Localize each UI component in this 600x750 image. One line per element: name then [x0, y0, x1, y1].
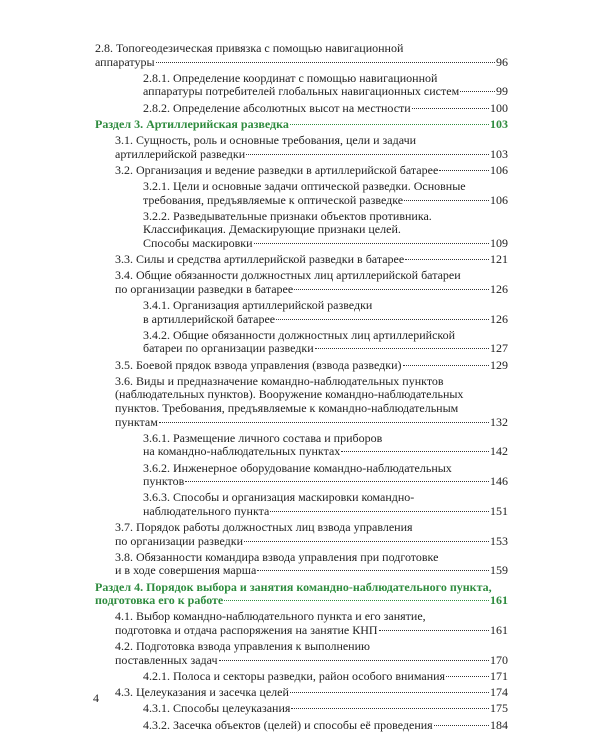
dot-leader: [379, 630, 489, 631]
toc-entry[interactable]: [95, 269, 508, 296]
dot-leader: [404, 200, 489, 201]
toc-entry[interactable]: [95, 359, 508, 373]
toc-entry-text-line: поставленных задач: [115, 653, 218, 667]
toc-page-number: 151: [490, 503, 508, 518]
dot-leader: [224, 600, 489, 601]
toc-entry-last-line: [143, 475, 508, 489]
toc-page-number: 184: [490, 717, 508, 732]
toc-entry-text-line: аппаратуры: [95, 55, 155, 69]
toc-entry-text-line: подготовка и отдача распоряжения на занятие КНП: [115, 624, 378, 638]
toc-entry-last-line: [95, 118, 508, 132]
dot-leader: [291, 708, 489, 709]
dot-leader: [270, 511, 489, 512]
toc-entry-text-line: пунктов. Требования, предъявляемые к командно-наблюдательным: [115, 401, 459, 415]
toc-page-number: 126: [490, 281, 508, 296]
dot-leader: [244, 541, 489, 542]
toc-page-number: 161: [490, 623, 508, 638]
dot-leader: [341, 451, 489, 452]
toc-entry-text-line: по организации разведки в батарее: [115, 282, 294, 296]
toc-page-number: 100: [490, 100, 508, 115]
page-number: 4: [93, 691, 99, 705]
toc-entry-text-line: 3.2. Организация и ведение разведки в артиллерийской батарее: [115, 163, 439, 177]
toc-entry-text-line: 2.8.2. Определение абсолютных высот на местности: [143, 101, 411, 115]
toc-entry-last-line: [115, 164, 508, 178]
toc-entry[interactable]: [95, 375, 508, 429]
toc-entry-text-line: 3.1. Сущность, роль и основные требования, цели и задачи: [115, 133, 417, 147]
toc-entry-last-line: [143, 102, 508, 116]
toc-entry-text-line: 3.4.2. Общие обязанности должностных лиц артиллерийской: [143, 328, 456, 342]
toc-page-number: 159: [490, 563, 508, 578]
toc-entry[interactable]: [95, 134, 508, 161]
toc-page-number: 132: [490, 414, 508, 429]
toc-entry-text-line: 3.6.2. Инженерное оборудование командно-наблюдательных: [143, 461, 452, 475]
toc-entry-text-line: 3.8. Обязанности командира взвода управления при подготовке: [115, 550, 439, 564]
toc-entry-text-line: 3.5. Боевой прядок взвода управления (взвода разведки): [115, 358, 402, 372]
toc-entry-last-line: [115, 624, 508, 638]
toc-entry-text-line: 4.3.2. Засечка объектов (целей) и способы её проведения: [143, 718, 433, 732]
toc-entry-last-line: [143, 85, 508, 99]
dot-leader: [185, 481, 489, 482]
toc-entry-text-line: требования, предъявляемые к оптической разведке: [143, 193, 404, 207]
toc-entry-text-line: 4.2.1. Полоса и секторы разведки, район особого внимания: [143, 670, 446, 683]
toc-entry-text-line: пунктам: [115, 415, 158, 429]
toc-entry-text-line: (наблюдательных пунктов). Вооружение командно-наблюдательных: [115, 388, 464, 402]
toc-page-number: 171: [490, 669, 508, 683]
toc-page-number: 175: [490, 701, 508, 716]
toc-entry-last-line: [143, 237, 508, 251]
toc-entry-last-line: [115, 148, 508, 162]
toc-entry-last-line: [143, 194, 508, 208]
toc-entry-text-line: 3.2.1. Цели и основные задачи оптической разведки. Основные: [143, 179, 466, 193]
toc-entry-last-line: [143, 670, 508, 684]
toc-entry-last-line: [143, 342, 508, 356]
toc-entry[interactable]: [95, 610, 508, 637]
toc-entry-last-line: [115, 564, 508, 578]
toc-entry-last-line: [115, 253, 508, 267]
dot-leader: [276, 319, 489, 320]
toc-page-number: 96: [496, 54, 508, 69]
dot-leader: [446, 676, 489, 677]
toc-entry[interactable]: [95, 670, 508, 684]
dot-leader: [405, 259, 489, 260]
toc-entry[interactable]: [95, 210, 508, 251]
toc-page-number: 103: [490, 116, 508, 131]
toc-page-number: 170: [490, 652, 508, 667]
dot-leader: [156, 62, 495, 63]
toc-page-number: 129: [490, 357, 508, 372]
dot-leader: [254, 243, 489, 244]
toc-entry-last-line: [143, 445, 508, 459]
toc-entry-text-line: Раздел 3. Артиллерийская разведка: [95, 117, 289, 131]
toc-entry[interactable]: [95, 432, 508, 459]
toc-entry[interactable]: [95, 180, 508, 207]
toc-entry[interactable]: [95, 164, 508, 178]
toc-entry-text-line: аппаратуры потребителей глобальных навигационных систем: [143, 85, 460, 99]
toc-entry-text-line: 4.1. Выбор командно-наблюдательного пункта и его занятие,: [115, 610, 426, 624]
toc-page-number: 121: [490, 252, 508, 267]
toc-entry[interactable]: [95, 719, 508, 733]
toc-page-number: 174: [490, 685, 508, 700]
toc-page-number: 126: [490, 311, 508, 326]
toc-page-number: 146: [490, 474, 508, 489]
toc-entry-last-line: [115, 535, 508, 549]
toc-entry-last-line: [95, 594, 508, 608]
toc-page-number: 109: [490, 235, 508, 250]
toc-entry-text-line: 4.3. Целеуказания и засечка целей: [115, 686, 289, 700]
toc-page-number: 106: [490, 192, 508, 207]
toc-entry-text-line: Способы маскировки: [143, 236, 253, 250]
toc-entry-text-line: 3.4. Общие обязанности должностных лиц артиллерийской батареи: [115, 269, 461, 283]
toc-entry-text-line: 3.6.1. Размещение личного состава и приборов: [143, 431, 383, 445]
toc-entry-last-line: [143, 505, 508, 519]
toc-entry-text-line: 3.6. Виды и предназначение командно-наблюдательных пунктов: [115, 374, 444, 388]
dot-leader: [434, 725, 489, 726]
toc-entry-text-line: 3.3. Силы и средства артиллерийской разведки в батарее: [115, 253, 405, 267]
toc-page-number: 99: [496, 84, 508, 99]
toc-section-heading[interactable]: [95, 118, 508, 132]
dot-leader: [412, 108, 489, 109]
toc-entry-last-line: [115, 654, 508, 668]
toc-entry-text-line: подготовка его к работе: [95, 594, 224, 608]
toc-entry-text-line: 3.7. Порядок работы должностных лиц взвода управления: [115, 521, 413, 535]
dot-leader: [219, 660, 489, 661]
toc-entry[interactable]: [95, 686, 508, 700]
toc-entry[interactable]: [95, 551, 508, 578]
toc-entry-text-line: в артиллерийской батарее: [143, 312, 276, 326]
dot-leader: [315, 348, 489, 349]
toc-entry-text-line: артиллерийской разведки: [115, 147, 246, 161]
dot-leader: [159, 422, 489, 423]
toc-entry-text-line: пунктов: [143, 475, 185, 489]
toc-entry[interactable]: [95, 253, 508, 267]
toc-entry-text-line: на командно-наблюдательных пунктах: [143, 445, 341, 459]
dot-leader: [290, 124, 489, 125]
dot-leader: [460, 91, 495, 92]
toc-entry-text-line: батареи по организации разведки: [143, 342, 314, 356]
dot-leader: [290, 692, 489, 693]
toc-entry-text-line: и в ходе совершения марша: [115, 564, 257, 578]
toc-entry-text-line: по организации разведки: [115, 534, 244, 548]
toc-page-number: 142: [490, 444, 508, 459]
toc-entry[interactable]: [95, 102, 508, 116]
toc-entry-text-line: 3.2.2. Разведывательные признаки объектов противника.: [143, 209, 432, 223]
toc-entry-text-line: Классификация. Демаскирующие признаки целей.: [143, 223, 401, 237]
toc-entry[interactable]: [95, 521, 508, 548]
toc-entry-text-line: 2.8. Топогеодезическая привязка с помощью навигационной: [95, 42, 404, 55]
toc-page-number: 153: [490, 533, 508, 548]
toc-entry-last-line: [95, 56, 508, 70]
toc-entry-text-line: 4.2. Подготовка взвода управления к выполнению: [115, 640, 370, 654]
dot-leader: [439, 170, 489, 171]
dot-leader: [246, 154, 489, 155]
toc-entry-text-line: Раздел 4. Порядок выбора и занятия командно-наблюдательного пункта,: [95, 580, 492, 594]
toc-entry[interactable]: [95, 299, 508, 326]
toc-section-heading[interactable]: [95, 581, 508, 608]
toc-page-number: 127: [490, 341, 508, 356]
dot-leader: [294, 289, 489, 290]
toc-entry[interactable]: [95, 462, 508, 489]
toc-entry-text-line: 4.3.1. Способы целеуказания: [143, 702, 291, 716]
toc-entry-text-line: 3.6.3. Способы и организация маскировки командно-: [143, 491, 415, 505]
toc-entry[interactable]: [95, 702, 508, 716]
toc-entry-text-line: наблюдательного пункта: [143, 504, 270, 518]
toc-entry-last-line: [115, 416, 508, 430]
toc-entry[interactable]: [95, 329, 508, 356]
dot-leader: [403, 365, 489, 366]
toc-entry[interactable]: [95, 640, 508, 667]
toc-entry[interactable]: [95, 72, 508, 99]
toc-entry-last-line: [143, 719, 508, 733]
toc-entry-last-line: [115, 283, 508, 297]
toc-entry-text-line: 2.8.1. Определение координат с помощью навигационной: [143, 71, 438, 85]
toc-entry-last-line: [143, 313, 508, 327]
toc-entry[interactable]: [95, 42, 508, 69]
table-of-contents: [95, 42, 508, 735]
toc-page-number: 103: [490, 146, 508, 161]
toc-entry-last-line: [115, 686, 508, 700]
toc-page-number: 161: [490, 593, 508, 608]
toc-entry[interactable]: [95, 491, 508, 518]
toc-page-number: 106: [490, 162, 508, 177]
dot-leader: [257, 570, 489, 571]
toc-entry-last-line: [115, 359, 508, 373]
toc-entry-text-line: 3.4.1. Организация артиллерийской разведки: [143, 299, 373, 313]
toc-entry-last-line: [143, 702, 508, 716]
